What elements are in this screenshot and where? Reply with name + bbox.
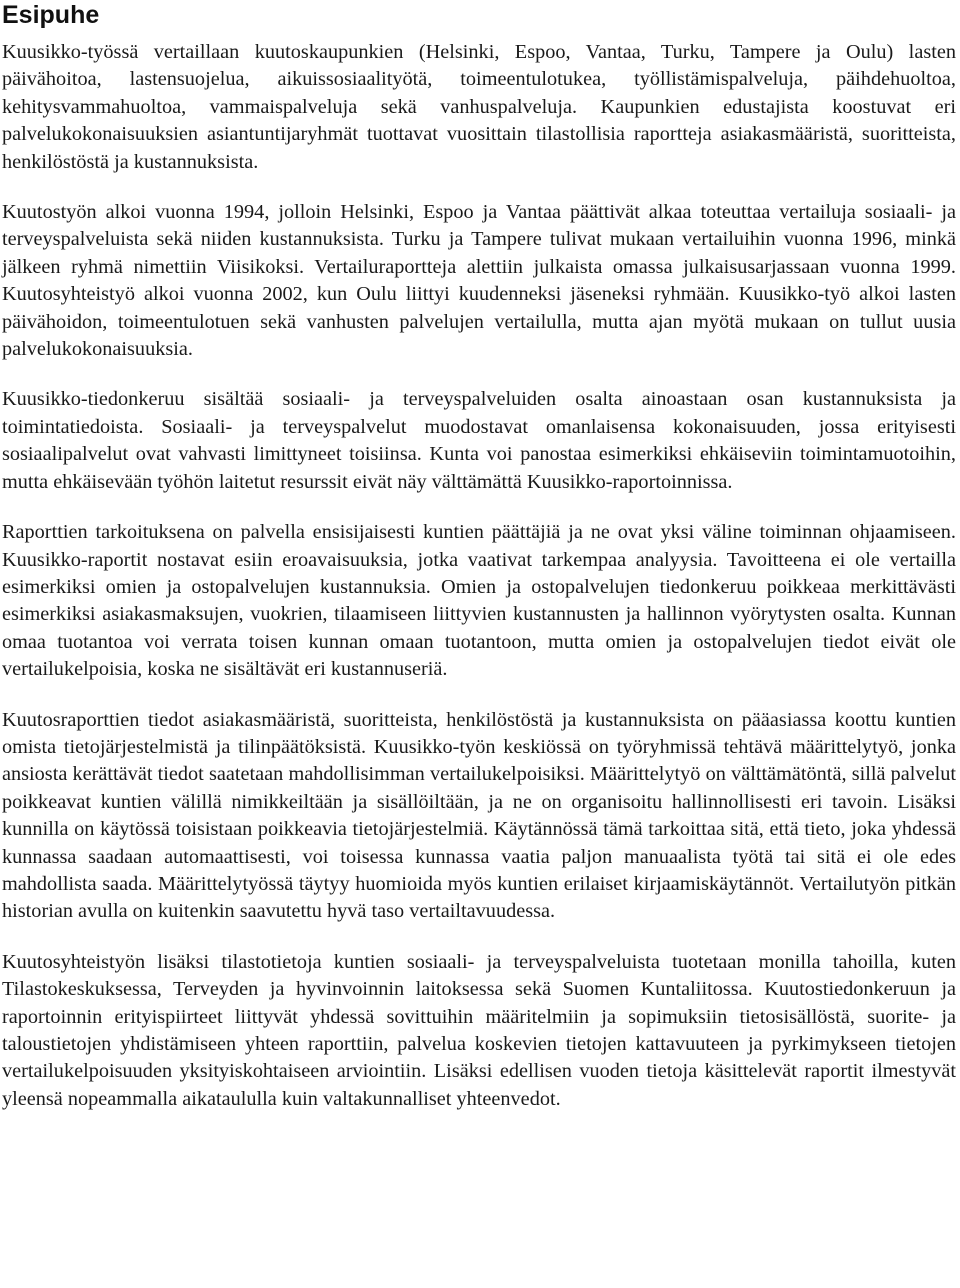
document-body <box>2 39 956 1113</box>
paragraph-data-sources: Kuutosraporttien tiedot asiakasmääristä, suoritteista, henkilöstöstä ja kustannuksista on pääasiassa koottu kuntien omista tietojärjestelmistä ja tilinpäätöksistä. Kuusikko-työn keskiössä on työryhmissä tehtävä määrittelytyö, jonka ansiosta kerättävät tiedot saatetaan mahdollisimman vertailukelpoisiksi. Määrittelytyö on välttämätöntä, sillä palvelut poikkeavat kuntien välillä nimikkeiltään ja sisällöiltään, ja ne on organisoitu hallinnollisesti eri tavoin. Lisäksi kunnilla on käytössä toisistaan poikkeavia tietojärjestelmiä. Käytännössä tämä tarkoittaa sitä, että tieto, joka yhdessä kunnassa saadaan automaattisesti, voi toisessa kunnassa vaatia paljon manuaalista työtä tai sitä ei ole edes mahdollista saada. Määrittelytyössä täytyy huomioida myös kuntien erilaiset kirjaamiskäytännöt. Vertailutyön pitkän historian avulla on kuitenkin saavutettu hyvä taso vertailtavuudessa. <box>2 708 956 923</box>
paragraph-purpose: Raporttien tarkoituksena on palvella ensisijaisesti kuntien päättäjiä ja ne ovat yksi väline toiminnan ohjaamiseen. Kuusikko-raportit nostavat esiin eroavaisuuksia, jotka vaativat tarkempaa analyysia. Tavoitteena ei ole vertailla esimerkiksi omien ja ostopalvelujen kustannuksia. Omien ja ostopalvelujen tiedonkeruu poikkeaa merkittävästi esimerkiksi asiakasmaksujen, vuokrien, tilaamiseen liittyvien kustannusten ja hallinnon vyörytysten osalta. Kunnan omaa tuotantoa voi verrata toisen kunnan omaan tuotantoon, mutta omien ja ostopalvelujen tiedot eivät ole vertailukelpoisia, koska ne sisältävät eri kustannuseriä. <box>2 521 956 681</box>
paragraph-intro: Kuusikko-työssä vertaillaan kuutoskaupunkien (Helsinki, Espoo, Vantaa, Turku, Tampere ja Oulu) lasten päivähoitoa, lastensuojelua, aikuissosiaalityötä, toimeentulotukea, työllistämispalveluja, päihdehuoltoa, kehitysvammahuoltoa, vammaispalveluja sekä vanhuspalveluja. Kaupunkien edustajista koostuvat eri palvelukokonaisuuksien asiantuntijaryhmät tuottavat vuosittain tilastollisia raportteja asiakasmääristä, suoritteista, henkilöstöstä ja kustannuksista. <box>2 41 956 173</box>
paragraph-history: Kuutostyön alkoi vuonna 1994, jolloin Helsinki, Espoo ja Vantaa päättivät alkaa toteuttaa vertailuja sosiaali- ja terveyspalveluista sekä niiden kustannuksista. Turku ja Tampere tulivat mukaan vertailuihin vuonna 1996, minkä jälkeen ryhmä nimettiin Viisikoksi. Vertailuraportteja alettiin julkaista omassa julkaisusarjassaan vuonna 1999. Kuutosyhteistyö alkoi vuonna 2002, kun Oulu liittyi kuudenneksi jäseneksi ryhmään. Kuusikko-työ alkoi lasten päivähoidon, toimeentulotuen sekä vanhusten palvelujen vertailulla, mutta ajan myötä mukaan on tullut uusia palvelukokonaisuuksia. <box>2 201 956 361</box>
paragraph-other-statistics: Kuutosyhteistyön lisäksi tilastotietoja kuntien sosiaali- ja terveyspalveluista tuotetaan monilla tahoilla, kuten Tilastokeskuksessa, Terveyden ja hyvinvoinnin laitoksessa sekä Suomen Kuntaliitossa. Kuutostiedonkeruun ja raportoinnin erityispiirteet liittyvät yhdessä sovittuihin määritelmiin ja sopimuksiin tietosisällöstä, suorite- ja taloustietojen yhdistämiseen yhteen raporttiin, palvelua koskevien tietojen kattavuuteen ja pyrkimykseen tietojen vertailukelpoisuuden yksityiskohtaiseen arviointiin. Lisäksi edellisen vuoden tietoja käsittelevät raportit ilmestyvät yleensä nopeammalla aikataululla kuin valtakunnalliset yhteenvedot. <box>2 950 956 1110</box>
paragraph-scope: Kuusikko-tiedonkeruu sisältää sosiaali- ja terveyspalveluiden osalta ainoastaan osan kustannuksista ja toimintatiedoista. Sosiaali- ja terveyspalvelut muodostavat omanlaisensa kokonaisuuden, jossa erityisesti sosiaalipalvelut ovat vahvasti limittyneet toisiinsa. Kunta voi panostaa esimerkiksi ehkäiseviin toimintamuotoihin, mutta ehkäisevään työhön laitetut resurssit eivät näy välttämättä Kuusikko-raportoinnissa. <box>2 388 956 493</box>
page-title: Esipuhe <box>2 1 100 29</box>
